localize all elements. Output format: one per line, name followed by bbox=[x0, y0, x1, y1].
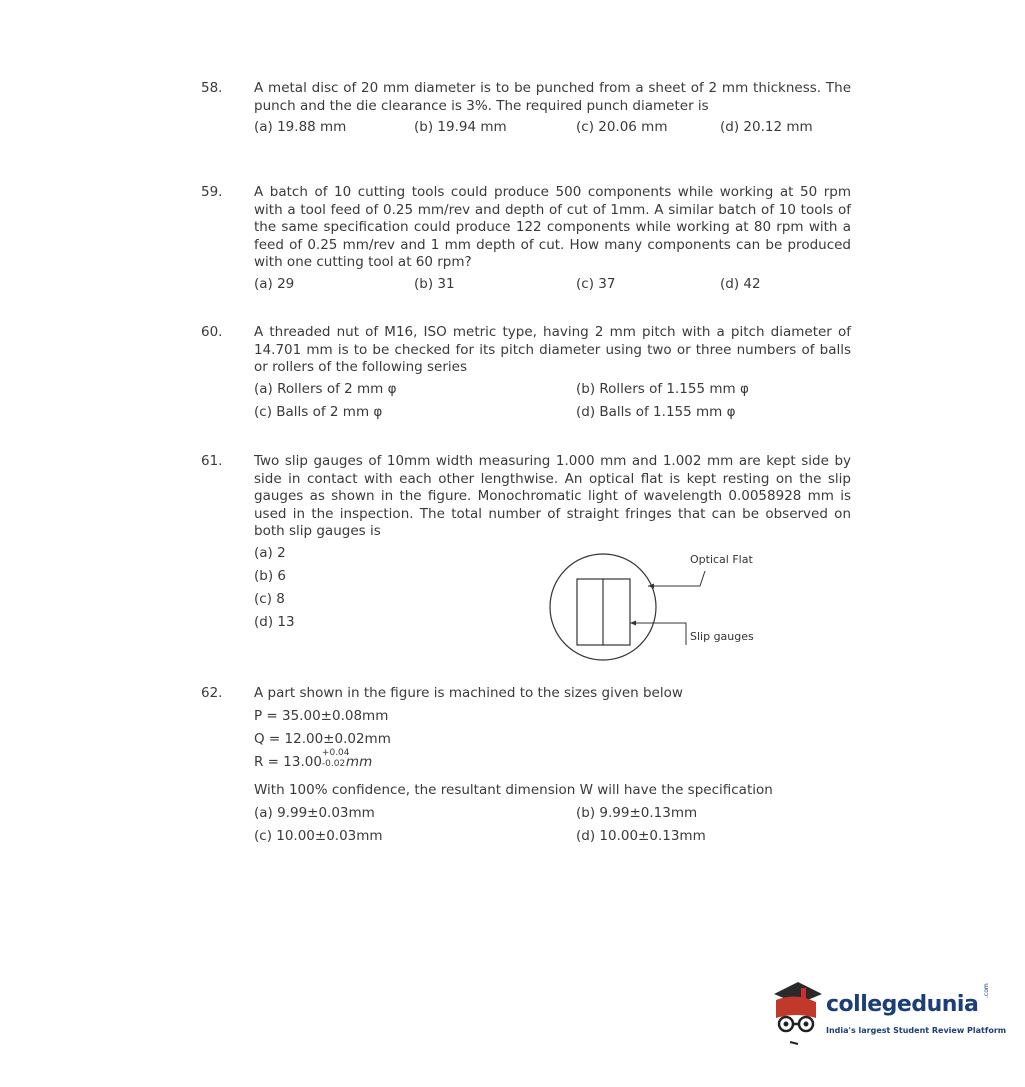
option-a[interactable]: (a) 2 bbox=[254, 544, 286, 561]
option-d[interactable]: (d) Balls of 1.155 mm φ bbox=[576, 403, 736, 420]
question-text: A part shown in the figure is machined to the sizes given below bbox=[254, 685, 683, 701]
option-c[interactable]: (c) 20.06 mm bbox=[576, 119, 668, 136]
slip-gauges-label: Slip gauges bbox=[690, 630, 754, 643]
option-b[interactable]: (b) 9.99±0.13mm bbox=[576, 805, 698, 821]
question-62 bbox=[201, 685, 851, 851]
optical-flat-leader bbox=[648, 571, 705, 586]
option-b[interactable]: (b) 19.94 mm bbox=[414, 119, 507, 136]
question-text: A metal disc of 20 mm diameter is to be punched from a sheet of 2 mm thickness. The punch and the die clearance is 3%. The required punch diameter is bbox=[254, 80, 851, 114]
mascot-icon bbox=[768, 978, 824, 1050]
option-d[interactable]: (d) 13 bbox=[254, 613, 295, 630]
collegedunia-logo[interactable] bbox=[768, 978, 1007, 1050]
options-row bbox=[254, 381, 851, 404]
question-60 bbox=[201, 324, 851, 427]
option-c[interactable]: (c) 37 bbox=[576, 275, 616, 292]
dimension-r-unit: mm bbox=[345, 754, 373, 770]
question-text: Two slip gauges of 10mm width measuring 1.000 mm and 1.002 mm are kept side by side in contact with each other lengthwise. An optical flat is kept resting on the slip gauges as shown in the figure. Monochromatic light of wavelength 0.0058928 mm is used in the inspection. The total number of straight fringes that can be observed on both slip gauges is bbox=[254, 453, 851, 540]
tolerance-lower: -0.02 bbox=[321, 759, 346, 769]
options-row bbox=[254, 119, 851, 142]
dimension-q: Q = 12.00±0.02mm bbox=[254, 731, 391, 747]
question-number: 61. bbox=[201, 453, 223, 469]
question-number: 62. bbox=[201, 685, 223, 701]
question-number: 60. bbox=[201, 324, 223, 340]
option-a[interactable]: (a) 29 bbox=[254, 275, 295, 292]
dimension-r bbox=[254, 748, 851, 777]
option-b[interactable]: (b) 31 bbox=[414, 275, 455, 292]
dimension-r-value: R = 13.00 bbox=[254, 754, 322, 770]
option-d[interactable]: (d) 20.12 mm bbox=[720, 119, 813, 136]
option-c[interactable]: (c) 8 bbox=[254, 590, 285, 607]
option-b[interactable]: (b) 6 bbox=[254, 567, 286, 584]
options-row bbox=[254, 404, 851, 427]
option-a[interactable]: (a) 19.88 mm bbox=[254, 119, 347, 136]
options-row bbox=[254, 276, 851, 299]
question-text: A threaded nut of M16, ISO metric type, having 2 mm pitch with a pitch diameter of 14.701 mm is to be checked for its pitch diameter using two or three numbers of balls or rollers of the following series bbox=[254, 324, 851, 376]
logo-tagline: India's largest Student Review Platform bbox=[826, 1026, 1007, 1035]
logo-wordmark: collegedunia bbox=[826, 992, 979, 1017]
question-59 bbox=[201, 184, 851, 299]
slip-gauges-arrowhead bbox=[630, 621, 636, 626]
question-stem-2: With 100% confidence, the resultant dimension W will have the specification bbox=[254, 782, 773, 798]
option-d[interactable]: (d) 42 bbox=[720, 275, 761, 292]
slip-gauges-leader bbox=[630, 623, 686, 645]
question-58 bbox=[201, 80, 851, 142]
options-row bbox=[254, 805, 851, 828]
option-c[interactable]: (c) Balls of 2 mm φ bbox=[254, 403, 383, 420]
tolerance-upper: +0.04 bbox=[321, 748, 350, 758]
dimension-r-tolerance bbox=[321, 748, 350, 769]
question-text: A batch of 10 cutting tools could produce 500 components while working at 50 rpm with a tool feed of 0.25 mm/rev and depth of cut of 1mm. A similar batch of 10 tools of the same specification could produce 122 components while working at 80 rpm with a feed of 0.25 mm/rev and 1 mm depth of cut. How many components can be produced with one cutting tool at 60 rpm? bbox=[254, 184, 851, 271]
logo-domain: .com bbox=[983, 983, 990, 998]
optical-flat-label: Optical Flat bbox=[690, 553, 753, 566]
question-number: 59. bbox=[201, 184, 223, 200]
optical-flat-figure bbox=[540, 545, 780, 675]
option-d[interactable]: (d) 10.00±0.13mm bbox=[576, 828, 706, 844]
option-c[interactable]: (c) 10.00±0.03mm bbox=[254, 828, 383, 844]
dimension-p: P = 35.00±0.08mm bbox=[254, 708, 389, 724]
option-a[interactable]: (a) Rollers of 2 mm φ bbox=[254, 380, 397, 397]
options-row bbox=[254, 828, 851, 851]
question-number: 58. bbox=[201, 80, 223, 96]
option-a[interactable]: (a) 9.99±0.03mm bbox=[254, 805, 375, 821]
option-b[interactable]: (b) Rollers of 1.155 mm φ bbox=[576, 380, 749, 397]
